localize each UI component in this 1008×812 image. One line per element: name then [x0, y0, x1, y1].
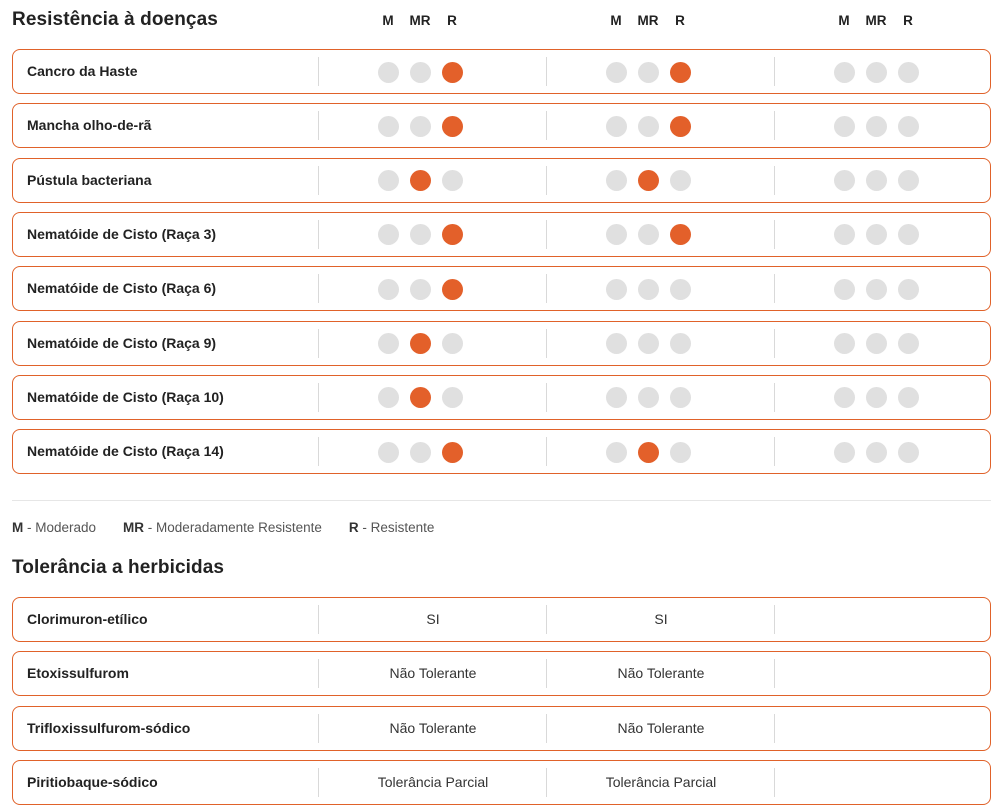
rating-dot-mr — [860, 61, 892, 83]
rating-dot-mr — [632, 61, 664, 83]
level-header-column-2 — [600, 13, 696, 28]
disease-name: Nematóide de Cisto (Raça 9) — [27, 334, 217, 351]
rating-dot-r-selected — [436, 61, 468, 83]
tolerance-value-column-3 — [775, 598, 1003, 641]
column-divider — [318, 111, 319, 140]
column-divider — [774, 111, 775, 140]
rating-group-column-3 — [828, 224, 924, 246]
rating-dot-mr-selected — [632, 441, 664, 463]
rating-group-column-2 — [600, 224, 696, 246]
tolerance-value-column-2: Não Tolerante — [617, 665, 705, 682]
column-divider — [546, 57, 547, 86]
column-divider — [318, 329, 319, 358]
disease-row — [12, 321, 991, 366]
rating-group-column-1 — [372, 333, 468, 355]
column-divider — [546, 220, 547, 249]
rating-dot-m — [372, 170, 404, 192]
tolerance-value-column-1: SI — [426, 611, 440, 627]
disease-row — [12, 103, 991, 148]
disease-row — [12, 158, 991, 203]
section-divider — [12, 500, 991, 501]
column-divider — [546, 111, 547, 140]
rating-group-column-3 — [828, 441, 924, 463]
rating-group-column-1 — [372, 61, 468, 83]
rating-dot-r — [892, 333, 924, 355]
level-header-m: M — [382, 13, 394, 28]
rating-dot-mr-selected — [404, 387, 436, 409]
rating-dot-m — [600, 278, 632, 300]
rating-group-column-2 — [600, 115, 696, 137]
rating-dot-mr — [404, 278, 436, 300]
herbicide-name: Clorimuron-etílico — [27, 611, 148, 627]
rating-dot-m — [600, 333, 632, 355]
herbicide-name: Trifloxissulfurom-sódico — [27, 719, 191, 736]
tolerance-value-column-1: Não Tolerante — [389, 665, 477, 682]
rating-dot-m — [828, 387, 860, 409]
rating-dot-r-selected — [436, 278, 468, 300]
rating-group-column-3 — [828, 333, 924, 355]
rating-dot-m — [828, 224, 860, 246]
column-divider — [318, 57, 319, 86]
legend-text: Moderadamente Resistente — [156, 520, 322, 535]
rating-dot-mr — [860, 278, 892, 300]
column-divider — [774, 57, 775, 86]
column-divider — [774, 329, 775, 358]
rating-dot-m — [600, 224, 632, 246]
tolerance-value-column-2: SI — [654, 611, 668, 627]
level-header-mr: MR — [865, 13, 887, 28]
herbicide-row — [12, 597, 991, 642]
rating-dot-mr — [404, 224, 436, 246]
disease-row — [12, 375, 991, 420]
tolerance-value-column-3 — [775, 652, 1003, 695]
column-divider — [546, 329, 547, 358]
legend-item: M - Moderado — [12, 520, 97, 535]
rating-dot-m — [372, 224, 404, 246]
rating-dot-m — [828, 333, 860, 355]
disease-name: Nematóide de Cisto (Raça 6) — [27, 280, 217, 297]
rating-dot-r — [664, 170, 696, 192]
level-header-mr: MR — [637, 13, 659, 28]
column-divider — [318, 383, 319, 412]
legend-text: Moderado — [35, 520, 97, 535]
column-divider — [318, 220, 319, 249]
disease-section-title: Resistência à doenças — [12, 9, 218, 30]
rating-dot-mr — [860, 224, 892, 246]
rating-group-column-1 — [372, 278, 468, 300]
rating-group-column-2 — [600, 61, 696, 83]
rating-group-column-3 — [828, 278, 924, 300]
rating-dot-m — [372, 387, 404, 409]
rating-group-column-1 — [372, 441, 468, 463]
column-divider — [546, 166, 547, 195]
rating-dot-r — [892, 224, 924, 246]
level-header-column-3 — [828, 13, 924, 28]
rating-dot-m — [372, 278, 404, 300]
column-divider — [546, 437, 547, 466]
legend-item: MR - Moderadamente Resistente — [123, 520, 322, 535]
herbicide-row — [12, 760, 991, 805]
rating-dot-r-selected — [664, 115, 696, 137]
level-header-m: M — [838, 13, 850, 28]
rating-dot-mr — [860, 387, 892, 409]
rating-dot-r — [664, 387, 696, 409]
rating-dot-m — [828, 61, 860, 83]
level-header-column-1 — [372, 13, 468, 28]
rating-dot-r — [892, 170, 924, 192]
rating-dot-m — [600, 387, 632, 409]
disease-row — [12, 429, 991, 474]
rating-group-column-2 — [600, 387, 696, 409]
rating-dot-m — [372, 441, 404, 463]
level-header-m: M — [610, 13, 622, 28]
rating-group-column-1 — [372, 224, 468, 246]
rating-dot-mr — [404, 441, 436, 463]
rating-group-column-2 — [600, 333, 696, 355]
rating-dot-r — [892, 278, 924, 300]
disease-name: Nematóide de Cisto (Raça 14) — [27, 443, 224, 460]
tolerance-value-column-2: Tolerância Parcial — [605, 773, 717, 790]
column-divider — [774, 383, 775, 412]
tolerance-value-column-3 — [775, 761, 1003, 804]
rating-group-column-1 — [372, 387, 468, 409]
column-divider — [774, 437, 775, 466]
disease-name: Cancro da Haste — [27, 63, 138, 79]
rating-dot-m — [372, 61, 404, 83]
column-divider — [546, 274, 547, 303]
rating-dot-mr — [632, 387, 664, 409]
disease-name: Nematóide de Cisto (Raça 10) — [27, 388, 224, 405]
rating-dot-r — [436, 387, 468, 409]
rating-dot-r-selected — [436, 115, 468, 137]
legend — [12, 520, 461, 535]
rating-dot-r-selected — [436, 224, 468, 246]
rating-dot-mr-selected — [404, 333, 436, 355]
tolerance-value-column-2: Não Tolerante — [617, 719, 705, 736]
rating-dot-m — [828, 170, 860, 192]
column-divider — [774, 166, 775, 195]
rating-dot-mr — [860, 170, 892, 192]
rating-dot-r — [664, 278, 696, 300]
herbicide-section-title: Tolerância a herbicidas — [12, 557, 225, 578]
herbicide-name: Piritiobaque-sódico — [27, 773, 158, 790]
legend-text: Resistente — [370, 520, 435, 535]
rating-dot-mr-selected — [632, 170, 664, 192]
rating-group-column-3 — [828, 387, 924, 409]
disease-name: Pústula bacteriana — [27, 171, 152, 188]
rating-dot-m — [600, 441, 632, 463]
level-header-r: R — [675, 13, 685, 28]
rating-dot-m — [600, 170, 632, 192]
rating-dot-r — [892, 441, 924, 463]
rating-dot-mr — [404, 61, 436, 83]
rating-dot-m — [828, 278, 860, 300]
rating-group-column-2 — [600, 441, 696, 463]
disease-row — [12, 49, 991, 94]
herbicide-row — [12, 706, 991, 751]
rating-group-column-2 — [600, 278, 696, 300]
legend-abbr: M — [12, 520, 24, 535]
rating-dot-r-selected — [664, 61, 696, 83]
rating-dot-m — [600, 115, 632, 137]
rating-group-column-3 — [828, 61, 924, 83]
rating-dot-r — [892, 387, 924, 409]
rating-dot-r — [892, 115, 924, 137]
rating-dot-m — [828, 115, 860, 137]
disease-row — [12, 212, 991, 257]
level-header-r: R — [447, 13, 457, 28]
rating-dot-mr — [632, 333, 664, 355]
tolerance-value-column-3 — [775, 707, 1003, 750]
rating-dot-mr-selected — [404, 170, 436, 192]
rating-group-column-1 — [372, 170, 468, 192]
legend-item: R - Resistente — [348, 520, 435, 535]
rating-dot-mr — [860, 115, 892, 137]
rating-group-column-3 — [828, 115, 924, 137]
level-header-r: R — [903, 13, 913, 28]
rating-dot-r — [664, 333, 696, 355]
rating-group-column-3 — [828, 170, 924, 192]
column-divider — [546, 383, 547, 412]
tolerance-value-column-1: Tolerância Parcial — [377, 773, 489, 790]
disease-row — [12, 266, 991, 311]
rating-dot-m — [372, 115, 404, 137]
rating-dot-r — [892, 61, 924, 83]
rating-dot-r — [436, 333, 468, 355]
rating-dot-m — [372, 333, 404, 355]
level-header-mr: MR — [409, 13, 431, 28]
rating-dot-mr — [860, 333, 892, 355]
rating-dot-r-selected — [436, 441, 468, 463]
herbicide-row — [12, 651, 991, 696]
rating-dot-mr — [404, 115, 436, 137]
rating-dot-r — [664, 441, 696, 463]
herbicide-name: Etoxissulfurom — [27, 665, 129, 682]
rating-dot-r-selected — [664, 224, 696, 246]
tolerance-value-column-1: Não Tolerante — [389, 719, 477, 736]
rating-dot-mr — [860, 441, 892, 463]
rating-dot-m — [600, 61, 632, 83]
legend-abbr: R — [348, 520, 359, 535]
legend-abbr: MR — [123, 520, 145, 535]
disease-name: Mancha olho-de-rã — [27, 117, 152, 134]
disease-name: Nematóide de Cisto (Raça 3) — [27, 225, 217, 242]
rating-group-column-1 — [372, 115, 468, 137]
column-divider — [318, 274, 319, 303]
rating-dot-mr — [632, 278, 664, 300]
column-divider — [774, 220, 775, 249]
column-divider — [318, 437, 319, 466]
rating-dot-m — [828, 441, 860, 463]
rating-dot-r — [436, 170, 468, 192]
rating-dot-mr — [632, 115, 664, 137]
rating-group-column-2 — [600, 170, 696, 192]
column-divider — [774, 274, 775, 303]
column-divider — [318, 166, 319, 195]
rating-dot-mr — [632, 224, 664, 246]
